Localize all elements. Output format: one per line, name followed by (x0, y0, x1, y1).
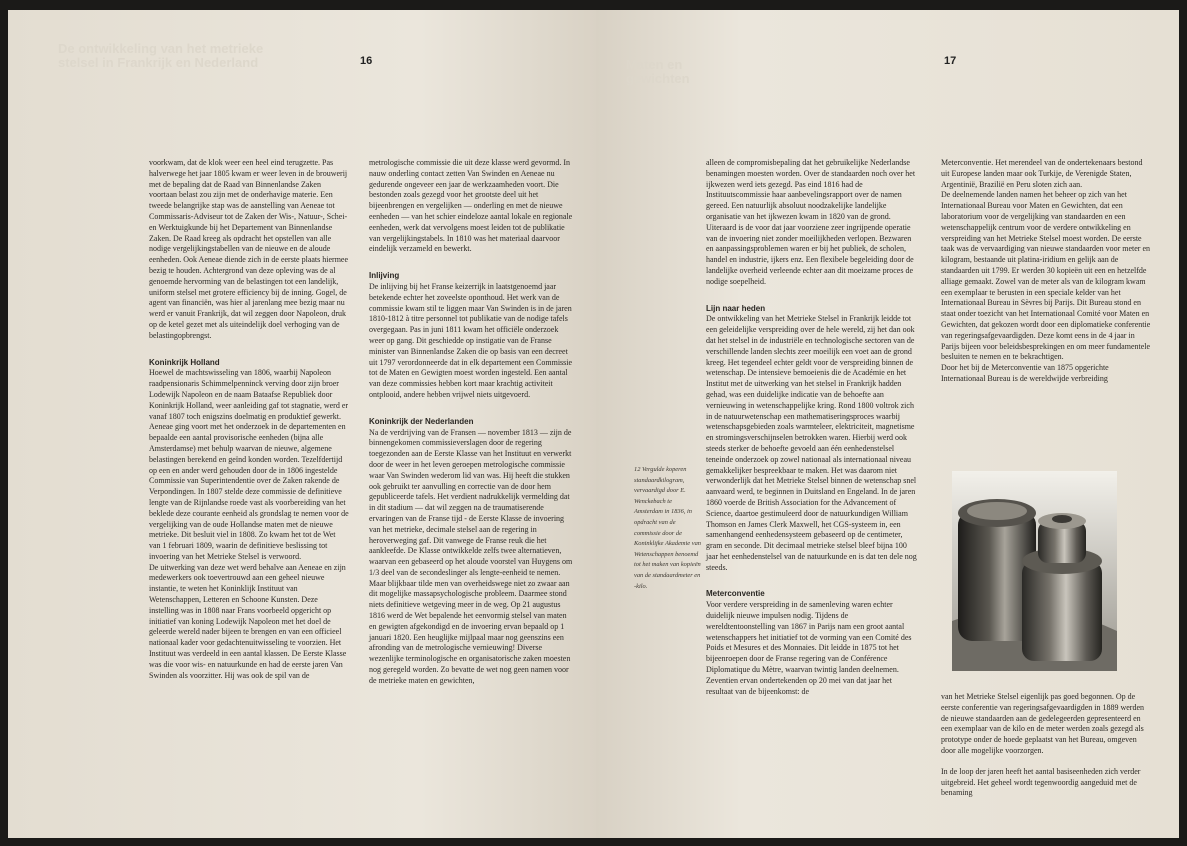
body-paragraph: metrologische commissie die uit deze klasse werd gevormd. In nauw onderling contact zetten Van Swinden en Aeneae nu gedurende ongeveer een jaar de werkzaamheden voort. Die bestonden zoals gezegd voor het grootste deel uit het bijeenbrengen en vergelijken — onderling en met de nieuwe eenheden — van het schier eindeloze aantal lokale en regionale eenheden, werk dat vervolgens moest leiden tot de publikatie van vergelijkingstabels. In 1810 was het materiaal daarvoor eindelijk verzameld en bewerkt. (369, 158, 573, 254)
body-paragraph: alleen de compromisbepaling dat het gebruikelijke Nederlandse benamingen moesten worden. Over de standaarden noch over het ijkwezen werd iets gezegd. Pas eind 1816 had de Instituutscommissie haar aanbevelingsrapport over de namen gereed. Een natuurlijk absoluut noodzakelijke landelijke organisatie van het ijkwezen kwam in 1820 van de grond. Uiteraard is de voor dat jaar voorziene zeer ingrijpende operatie van de invoering niet zonder moeilijkheden verlopen. Bezwaren en aanpassingsproblemen waren er bij het publiek, de scholen, handel en industrie, ijkers enz. Een flexibele begeleiding door de landelijke overheid verleende echter aan dit moeizame proces de nodige soepelheid. (706, 158, 916, 286)
body-paragraph: voorkwam, dat de klok weer een heel eind terugzette. Pas halverwege het jaar 1805 kwam er weer leven in de brouwerij met de bepaling dat de Raad van Binnenlandse Zaken voortaan belast zou zijn met de onderhavige materie. Een tweede belangrijke stap was de aanstelling van Aeneae tot Commissaris-Adviseur tot de Zaken der Wis-, Natuur-, Schei- en Werktuigkunde bij het Departement van Binnenlandse Zaken. De Raad kreeg als opdracht het opstellen van alle nodige vergelijkingstabellen van de nieuwe en de aloude eenheden. Ook Aeneae diende zich in de eerste plaats hiermee bezig te houden. Achtergrond van deze opleving was de al genoemde hervorming van de belastingen tot een landelijk, uniform stelsel met grotere efficiency bij de inning. Gogel, de agent van financiën, was hier al jarenlang mee bezig maar nu werd er vanuit Frankrijk, dat wil zeggen door Napoleon, druk op de ketel gezet met als uiteindelijk doel verhoging van de belastingopbrengst. (149, 158, 349, 340)
body-paragraph: De uitwerking van deze wet werd behalve aan Aeneae en zijn medewerkers ook toevertrouwd aan een geheel nieuwe instantie, te weten het Koninklijk Instituut van Wetenschappen, Letteren en Schoone Kunsten. Deze instelling was in 1808 naar Frans voorbeeld opgericht op initiatief van koning Lodewijk Napoleon met het doel de geleerde wereld nader bijeen te brengen en van een officieel nationaal kader voor gedachtenuitwisseling te voorzien. Het Instituut was verdeeld in een aantal klassen. De Eerste Klasse was die voor wis- en natuurkunde en had de eerste jaren Van Swinden als voorzitter. Hij was ook de spil van de (149, 562, 347, 680)
show-through-text: Maten en gewichten (626, 57, 690, 86)
section-heading: Meterconventie (706, 589, 765, 599)
section-heading: Inlijving (369, 271, 400, 281)
page-number-left: 16 (360, 55, 373, 67)
right-page-column-2-bottom (941, 692, 1151, 799)
body-paragraph: In de loop der jaren heeft het aantal basiseenheden zich verder uitgebreid. Het geheel wordt tegenwoordig aangeduid met de benaming (941, 766, 1141, 798)
right-page (596, 10, 1179, 838)
body-paragraph: Na de verdrijving van de Fransen — november 1813 — zijn de binnengekomen commissieverslagen door de regering toegezonden aan de Eerste Klasse van het Instituut en verwerkt door de weer in het leven geroepen metrologische commissie waar Van Swinden wederom lid van was. Hij heeft die stukken ook gebruikt ter aanvulling en correctie van de door hem gepubliceerde tafels. Het verdient nadrukkelijk vermelding dat in dit stadium — dat wil zeggen na de traumatiserende ervaringen van de Franse tijd - de Eerste Klasse de invoering van het metrieke, decimale stelsel aan de regering in heroverweging gaf. Dit vanwege de Franse reuk die het aankleefde. De Klasse ontwikkelde zelfs twee alternatieven, waarvan een gebaseerd op het aloude voorstel van Huygens om 1/3 deel van de secondeslinger als lengte-eenheid te nemen. Maar blijkbaar tilde men van overheidswege niet zo zwaar aan dit mogelijke massapsychologische probleem. Daarmee stond niets definitieve wetgeving meer in de weg. Op 21 augustus 1816 werd de Wet bepalende het eenvormig stelsel van maten en gewigten afgekondigd en de invoering ervan bepaald op 1 januari 1820. Een heuglijke mijlpaal maar nog geenszins een afronding van de metrologische vernieuwing! Diverse wezenlijke terminologische en organisatorische zaken moesten nog geregeld worden. Zo bevatte de wet nog geen namen voor de metrieke maten en gewichten, (369, 427, 573, 685)
body-paragraph: De inlijving bij het Franse keizerrijk in laatstgenoemd jaar betekende echter het zoveelste oponthoud. Het werk van de commissie kwam stil te liggen maar Van Swinden is in de jaren 1810-1812 à titre personnel tot publikatie van de nodige tafels overgegaan. Pas in juni 1811 kwam het officiële onderzoek weer op gang. Dit geschiedde op instigatie van de Franse minister van Binnenlandse Zaken die op basis van een decreet uit 1797 verordonneerde dat in elk departement een Commissie tot de Maten en Gewigten moest worden ingesteld. Een aantal van deze commissies hebben kort maar krachtig activiteit ontplooid, andere hebben vrijwel niets uitgevoerd. (369, 281, 573, 399)
body-paragraph: Voor verdere verspreiding in de samenleving waren echter duidelijk nieuwe impulsen nodig. Tijdens de wereldtentoonstelling van 1867 in Parijs nam een groot aantal wetenschappers het initiatief tot de vorming van een Comité des Poids et Mesures et des Monnaies. Dit leidde in 1875 tot het bijeenroepen door de Franse regering van de Conférence Diplomatique du Mètre, waarvan twintig landen deelnemen. Zeventien ervan ondertekenden op 20 mei van dat jaar het resultaat van de bijeenkomst: de (706, 600, 912, 696)
book-spread (8, 10, 1179, 838)
kilogram-standard-photo (952, 471, 1117, 671)
section-heading: Koninkrijk der Nederlanden (369, 416, 474, 426)
body-paragraph: Door het bij de Meterconventie van 1875 opgerichte Internationaal Bureau is de wereldwijde verbreiding (941, 363, 1109, 383)
page-number-right: 17 (944, 55, 957, 67)
right-page-column-1 (706, 158, 918, 697)
body-paragraph: Hoewel de machtswisseling van 1806, waarbij Napoleon raadpensionaris Schimmelpenninck verving door zijn broer Lodewijk Napoleon en de naam Bataafse Republiek door Koninkrijk Holland, weer aanleiding gaf tot stagnatie, werd er vanaf 1807 toch enigszins doelmatig en produktief gewerkt. Aeneae ging voort met het onderzoek in de departementen en bepaalde een aantal provisorische eenheden (bijna alle Amsterdamse) met behulp waarvan de nieuwe, algemene belastingen berekend en geïnd konden worden. Tezelfdertijd op een en ander werd gehouden door de in 1806 ingestelde Commissie van Superintendentie over de Zaken rakende de Verpondingen. In 1807 stelde deze commissie de definitieve lengte van de Rijnlandse roede vast als voorbereiding van het beklede deze courante eenheid als grondslag te nemen voor de vergelijking van de oude Hollandse maten met de nieuwe metrieke. Dit besluit viel in 1808. Zo kwam het tot de Wet van 1 februari 1809, waarin de definitieve beslissing tot invoering van het Metrieke Stelsel is verwoord. (149, 368, 349, 561)
right-page-column-2-top (941, 158, 1151, 385)
section-heading: Lijn naar heden (706, 303, 766, 313)
section-heading: Koninkrijk Holland (149, 357, 220, 367)
show-through-text: De ontwikkeling van het metrieke stelsel in Frankrijk en Nederland (58, 41, 264, 70)
body-paragraph: Meterconventie. Het merendeel van de ondertekenaars bestond uit Europese landen maar ook Turkije, de Verenigde Staten, Argentinië, Brazilië en Peru sloten zich aan. (941, 158, 1143, 189)
left-page (8, 10, 596, 838)
left-page-column-2 (369, 158, 574, 687)
figure-caption: 12 Vergulde koperen standaardkilogram, vervaardigd door E. Wenckebach te Amsterdam in 1836, in opdracht van de commissie door de Koninklijke Akademie van Wetenschappen benoemd tot het maken van kopieën van de standaardmeter en -kilo. (634, 466, 701, 590)
body-paragraph: De ontwikkeling van het Metrieke Stelsel in Frankrijk leidde tot een geleidelijke verspreiding over de hele wereld, zij het dan ook dat het stelsel in de industriële en technologische sectoren van de verschillende landen slechts zeer moeilijk een voet aan de grond kreeg. Het tegendeel echter geldt voor de verspreiding binnen de wetenschap. De intensieve bemoeienis die de Académie en het Institut met de uitwerking van het stelsel in Frankrijk hadden gehad, was een duidelijke indicatie van de behoefte aan vernieuwing in wetenschappelijke kring. Rond 1800 voltrok zich in de natuurwetenschap een mathematiseringsproces waarbij wetenschapsgebieden zoals warmteleer, elektriciteit, magnetisme en stromingsverschijnselen betrokken waren. Hierbij werd ook steeds sterker de behoefte gevoeld aan één eenhedenstelsel teneinde onderzoek op zowel nationaal als internationaal niveau gemakkelijker bespreekbaar te maken. Het was daarom niet verwonderlijk dat het Metrieke Stelsel binnen de wetenschap snel aanvaard werd, te beginnen in Duitsland en Engeland. In de jaren 1860 voerde de British Association for the Advancement of Science, daartoe gestimuleerd door de natuurkundigen William Thomson en James Clerk Maxwell, het CGS-systeem in, een samenhangend eenhedensysteem gebaseerd op de centimeter, gram en seconde. Dit decimaal metrieke stelsel bleef bijna 100 jaar het eenhedenstelsel van de natuurkunde en is dat ten dele nog steeds. (706, 314, 917, 572)
body-paragraph: van het Metrieke Stelsel eigenlijk pas goed begonnen. Op de eerste conferentie van regeringsafgevaardigden in 1889 werden de nieuwe standaarden aan de gedelegeerden gepresenteerd en een exemplaar van de kilo en de meter werden zoals gezegd als prototype onder de hoede geplaatst van het Bureau, omgeven door alle mogelijke voorzorgen. (941, 692, 1145, 755)
left-page-column-1 (149, 158, 349, 681)
body-paragraph: De deelnemende landen namen het beheer op zich van het Internationaal Bureau voor Maten en Gewichten, dat een laboratorium voor de vergelijking van standaarden en een wetenschappelijk centrum voor de verdere ontwikkeling en verspreiding van het Metrieke Stelsel moest worden. De eerste taak was de vervaardiging van nieuwe standaarden voor meter en kilogram, bestaande uit platina-iridium en gelijk aan de standaarden uit 1799. Er werden 30 kopieën uit een en hetzelfde alliage gemaakt. Zowel van de meter als van de kilogram kwam een exemplaar te berusten in een speciale kelder van het Internationaal Bureau in Sèvres bij Parijs. Dit Bureau stond en staat onder toezicht van het Internationaal Comité voor Maten en Gewichten, dat gekozen wordt door een diplomatieke conferentie van regeringsafgevaardigden. Deze komt eens in de 4 jaar in Parijs bijeen voor beleidsbesprekingen en om meer fundamentele besluiten te nemen en te bekrachtigen. (941, 190, 1151, 362)
